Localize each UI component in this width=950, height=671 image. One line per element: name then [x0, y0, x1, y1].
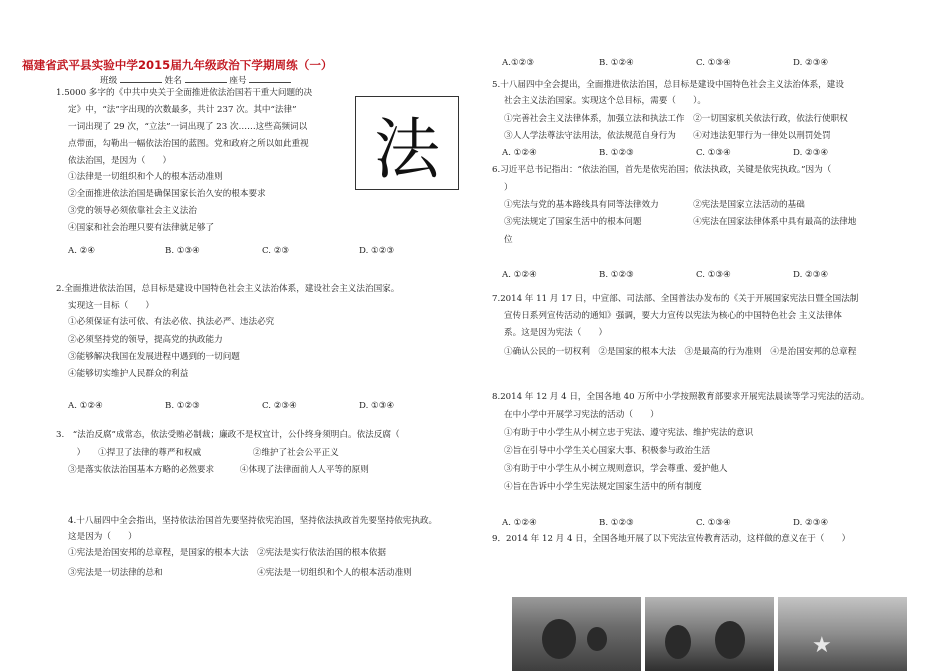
answer-option: D. ①③④: [359, 401, 395, 411]
answer-option: C. ①③④: [696, 518, 731, 528]
answer-options-q6: [502, 270, 890, 281]
question-line: ①宪法是治国安邦的总章程，是国家的根本大法 ②宪法是实行依法治国的根本依据: [68, 548, 386, 558]
answer-option: A. ①②④: [68, 401, 103, 411]
answer-option: B. ①②④: [599, 58, 634, 68]
question-line: ②旨在引导中小学生关心国家大事、积极参与政治生活: [504, 446, 711, 456]
answer-options-q4: [502, 58, 890, 69]
answer-option: C. ①③④: [696, 270, 731, 280]
question-line: ）: [504, 183, 513, 193]
question-line: 这是因为（ ）: [68, 532, 137, 542]
constitution-activity-photos: [512, 597, 907, 671]
question-line: 4.十八届四中全会指出，坚持依法治国首先要坚持依宪治国，坚持依法执政首先要坚持依宪执政。: [68, 516, 438, 526]
question-line: 宣传日系列宣传活动的通知》强调，要大力宣传以宪法为核心的中国特色社会 主义法律体: [504, 311, 842, 321]
question-line: 系。这是因为宪法（ ）: [504, 328, 608, 338]
answer-option: C. ②③④: [262, 401, 297, 411]
answer-option: B. ①②③: [599, 270, 634, 280]
answer-option: B. ①②③: [165, 401, 200, 411]
question-line: ①必须保证有法可依、有法必依、执法必严、违法必究: [68, 317, 275, 327]
question-line: ③人人学法尊法守法用法，依法规范自身行为 ④对违法犯罪行为一律处以刑罚处罚: [504, 131, 831, 141]
question-line: 3. “法治反腐”成常态，依法受贿必制裁；廉政不是权宜计，公仆终身须明白。依法反腐（: [56, 430, 400, 440]
question-line: ①法律是一切组织和个人的根本活动准则: [68, 172, 223, 182]
question-line: ①有助于中小学生从小树立忠于宪法、遵守宪法、维护宪法的意识: [504, 428, 754, 438]
page-title: 福建省武平县实验中学2015届九年级政治下学期周练（一）: [22, 58, 333, 72]
question-line: ③宪法规定了国家生活中的根本问题 ④宪法在国家法律体系中具有最高的法律地: [504, 217, 857, 227]
answer-option: D. ①②③: [359, 246, 395, 256]
name-label: 姓名: [164, 76, 182, 86]
answer-option: D. ②③④: [793, 148, 829, 158]
photo-reading-activity: [512, 597, 641, 671]
answer-options-q2: [68, 401, 456, 412]
question-line: 点带面，勾勒出一幅依法治国的蓝图。党和政府之所以如此重视: [68, 139, 309, 149]
question-line: 9．2014 年 12 月 4 日，全国各地开展了以下宪法宣传教育活动，这样做的意义在于（ ）: [492, 534, 851, 544]
question-line: ②全面推进依法治国是确保国家长治久安的根本要求: [68, 189, 266, 199]
seat-label: 座号: [229, 76, 247, 86]
photo-lecture-activity: [645, 597, 774, 671]
seat-blank: [249, 74, 291, 83]
question-line: 位: [504, 235, 513, 245]
question-line: 定》中，“法”字出现的次数最多，共计 237 次。其中“法律”: [68, 105, 297, 115]
question-line: ） ①捍卫了法律的尊严和权威 ②维护了社会公平正义: [68, 448, 339, 458]
question-line: 8.2014 年 12 月 4 日，全国各地 40 万所中小学按照教育部要求开展宪法晨读等学习宪法的活动。: [492, 392, 870, 402]
answer-options-q8: [502, 518, 890, 529]
question-line: ②必须坚持党的领导，提高党的执政能力: [68, 335, 223, 345]
star-icon: ★: [812, 633, 832, 658]
answer-option: D. ②③④: [793, 270, 829, 280]
student-info-line: [100, 74, 291, 86]
question-line: ③能够解决我国在发展进程中遇到的一切问题: [68, 352, 240, 362]
question-line: 6.习近平总书记指出：“依法治国，首先是依宪治国；依法执政，关键是依宪执政。”因为（: [492, 165, 832, 175]
question-line: ①确认公民的一切权利 ②是国家的根本大法 ③是最高的行为准则 ④是治国安邦的总章程: [504, 347, 857, 357]
photo-flag-activity: [778, 597, 907, 671]
question-line: 实现这一目标（ ）: [68, 301, 154, 311]
question-line: ③宪法是一切法律的总和 ④宪法是一切组织和个人的根本活动准则: [68, 568, 412, 578]
answer-option: B. ①③④: [165, 246, 200, 256]
question-line: 7.2014 年 11 月 17 日，中宣部、司法部、全国普法办发布的《关于开展国家宪法日暨全国法制: [492, 294, 859, 304]
answer-option: A. ①②④: [502, 518, 537, 528]
law-character-figure: 法: [355, 96, 459, 190]
answer-option: D. ②③④: [793, 58, 829, 68]
answer-options-q1: [68, 246, 456, 257]
question-line: ①完善社会主义法律体系，加强立法和执法工作 ②一切国家机关依法行政，依法行使职权: [504, 114, 848, 124]
question-line: 1.5000 多字的《中共中央关于全面推进依法治国若干重大问题的决: [56, 88, 313, 98]
question-line: ④旨在告诉中小学生宪法规定国家生活中的所有制度: [504, 482, 702, 492]
question-line: 一词出现了 29 次，“立法”一词出现了 23 次……这些高频词以: [68, 122, 308, 132]
question-line: ①宪法与党的基本路线具有同等法律效力 ②宪法是国家立法活动的基础: [504, 200, 805, 210]
answer-option: A. ①②④: [502, 270, 537, 280]
question-line: ④国家和社会治理只要有法律就足够了: [68, 223, 215, 233]
question-line: 依法治国，是因为（ ）: [68, 156, 172, 166]
question-line: 2.全面推进依法治国，总目标是建设中国特色社会主义法治体系，建设社会主义法治国家。: [56, 284, 400, 294]
answer-options-q5: [502, 148, 890, 159]
question-line: 在中小学中开展学习宪法的活动（ ）: [504, 410, 659, 420]
question-line: ④能够切实维护人民群众的利益: [68, 369, 189, 379]
question-line: 社会主义法治国家。实现这个总目标，需要（ ）。: [504, 96, 706, 106]
question-line: 5.十八届四中全会提出，全面推进依法治国，总目标是建设中国特色社会主义法治体系，建设: [492, 80, 844, 90]
answer-option: C. ①③④: [696, 148, 731, 158]
answer-option: C. ①③④: [696, 58, 731, 68]
name-blank: [185, 74, 227, 83]
question-line: ③党的领导必须依靠社会主义法治: [68, 206, 197, 216]
answer-option: D. ②③④: [793, 518, 829, 528]
answer-option: A. ②④: [68, 246, 96, 256]
question-line: ③有助于中小学生从小树立规则意识，学会尊重、爱护他人: [504, 464, 728, 474]
answer-option: A. ①②④: [502, 148, 537, 158]
answer-option: B. ①②③: [599, 148, 634, 158]
answer-option: C. ②③: [262, 246, 290, 256]
question-line: ③是落实依法治国基本方略的必然要求 ④体现了法律面前人人平等的原则: [68, 465, 369, 475]
answer-option: B. ①②③: [599, 518, 634, 528]
class-blank: [120, 74, 162, 83]
class-label: 班级: [100, 76, 118, 86]
answer-option: A.①②③: [502, 58, 535, 68]
